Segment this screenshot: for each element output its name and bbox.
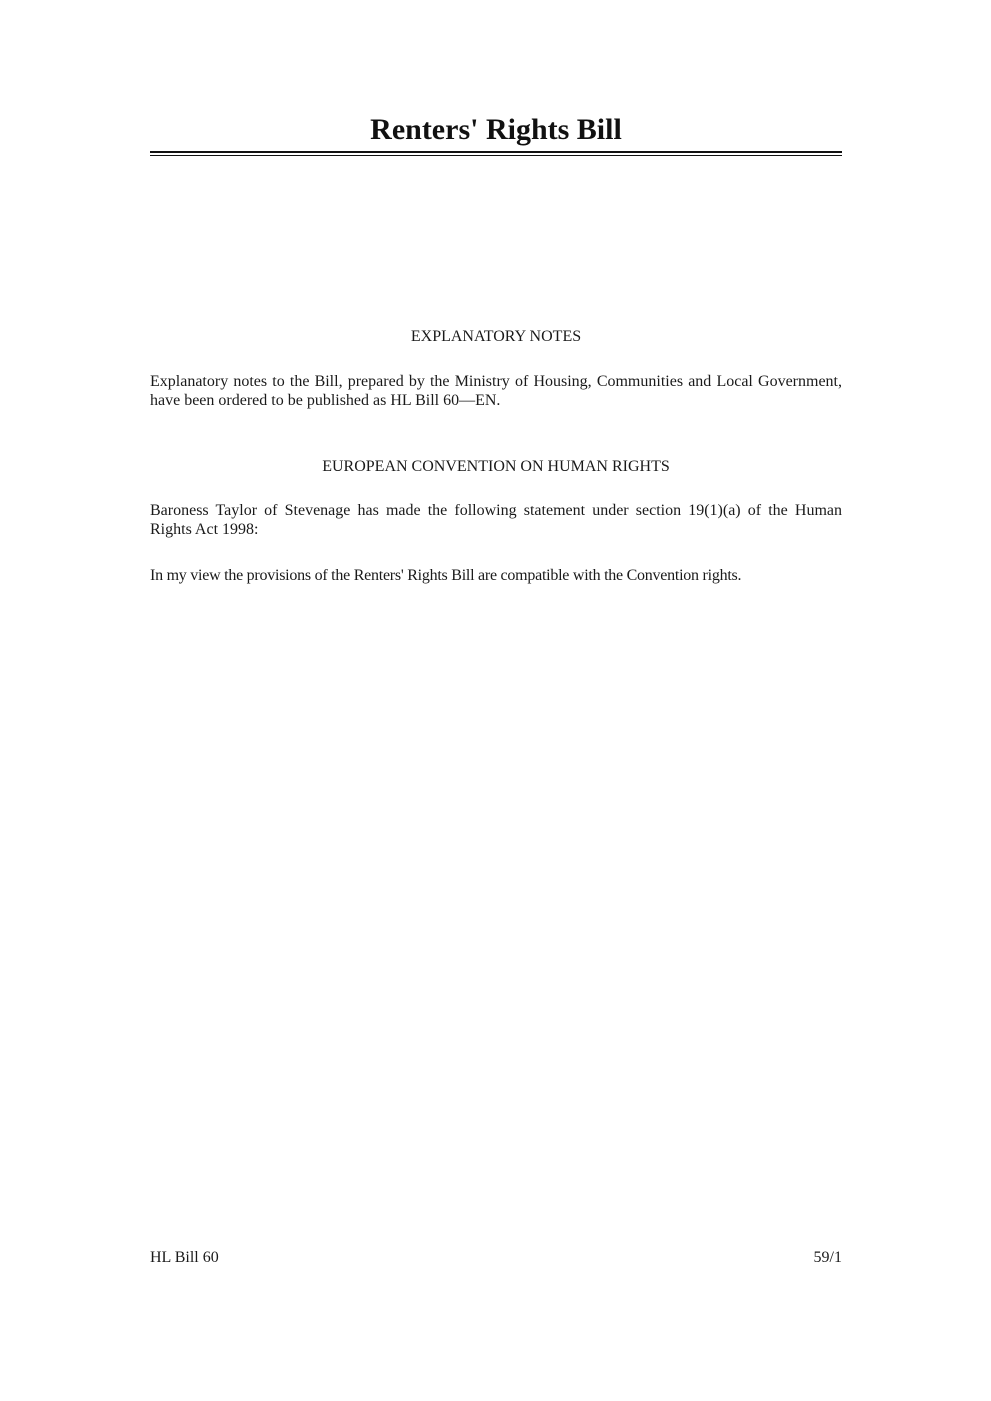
- explanatory-notes-text: Explanatory notes to the Bill, prepared by the Ministry of Housing, Communities and Local Government, have been ordered to be published as HL Bill 60—EN.: [150, 373, 842, 409]
- explanatory-notes-heading: EXPLANATORY NOTES: [410, 328, 582, 345]
- bill-title: Renters' Rights Bill: [370, 113, 622, 146]
- echr-heading: EUROPEAN CONVENTION ON HUMAN RIGHTS: [322, 458, 670, 475]
- footer-bill-number: HL Bill 60: [150, 1249, 219, 1266]
- echr-statement: Baroness Taylor of Stevenage has made the following statement under section 19(1)(a) of the Human Rights Act 1998:: [150, 502, 842, 538]
- title-rule-thick: [150, 151, 842, 153]
- footer-page-reference: 59/1: [813, 1249, 842, 1266]
- title-rule-thin: [150, 155, 842, 156]
- echr-compatibility-view: In my view the provisions of the Renters' Rights Bill are compatible with the Convention rights.: [150, 567, 742, 584]
